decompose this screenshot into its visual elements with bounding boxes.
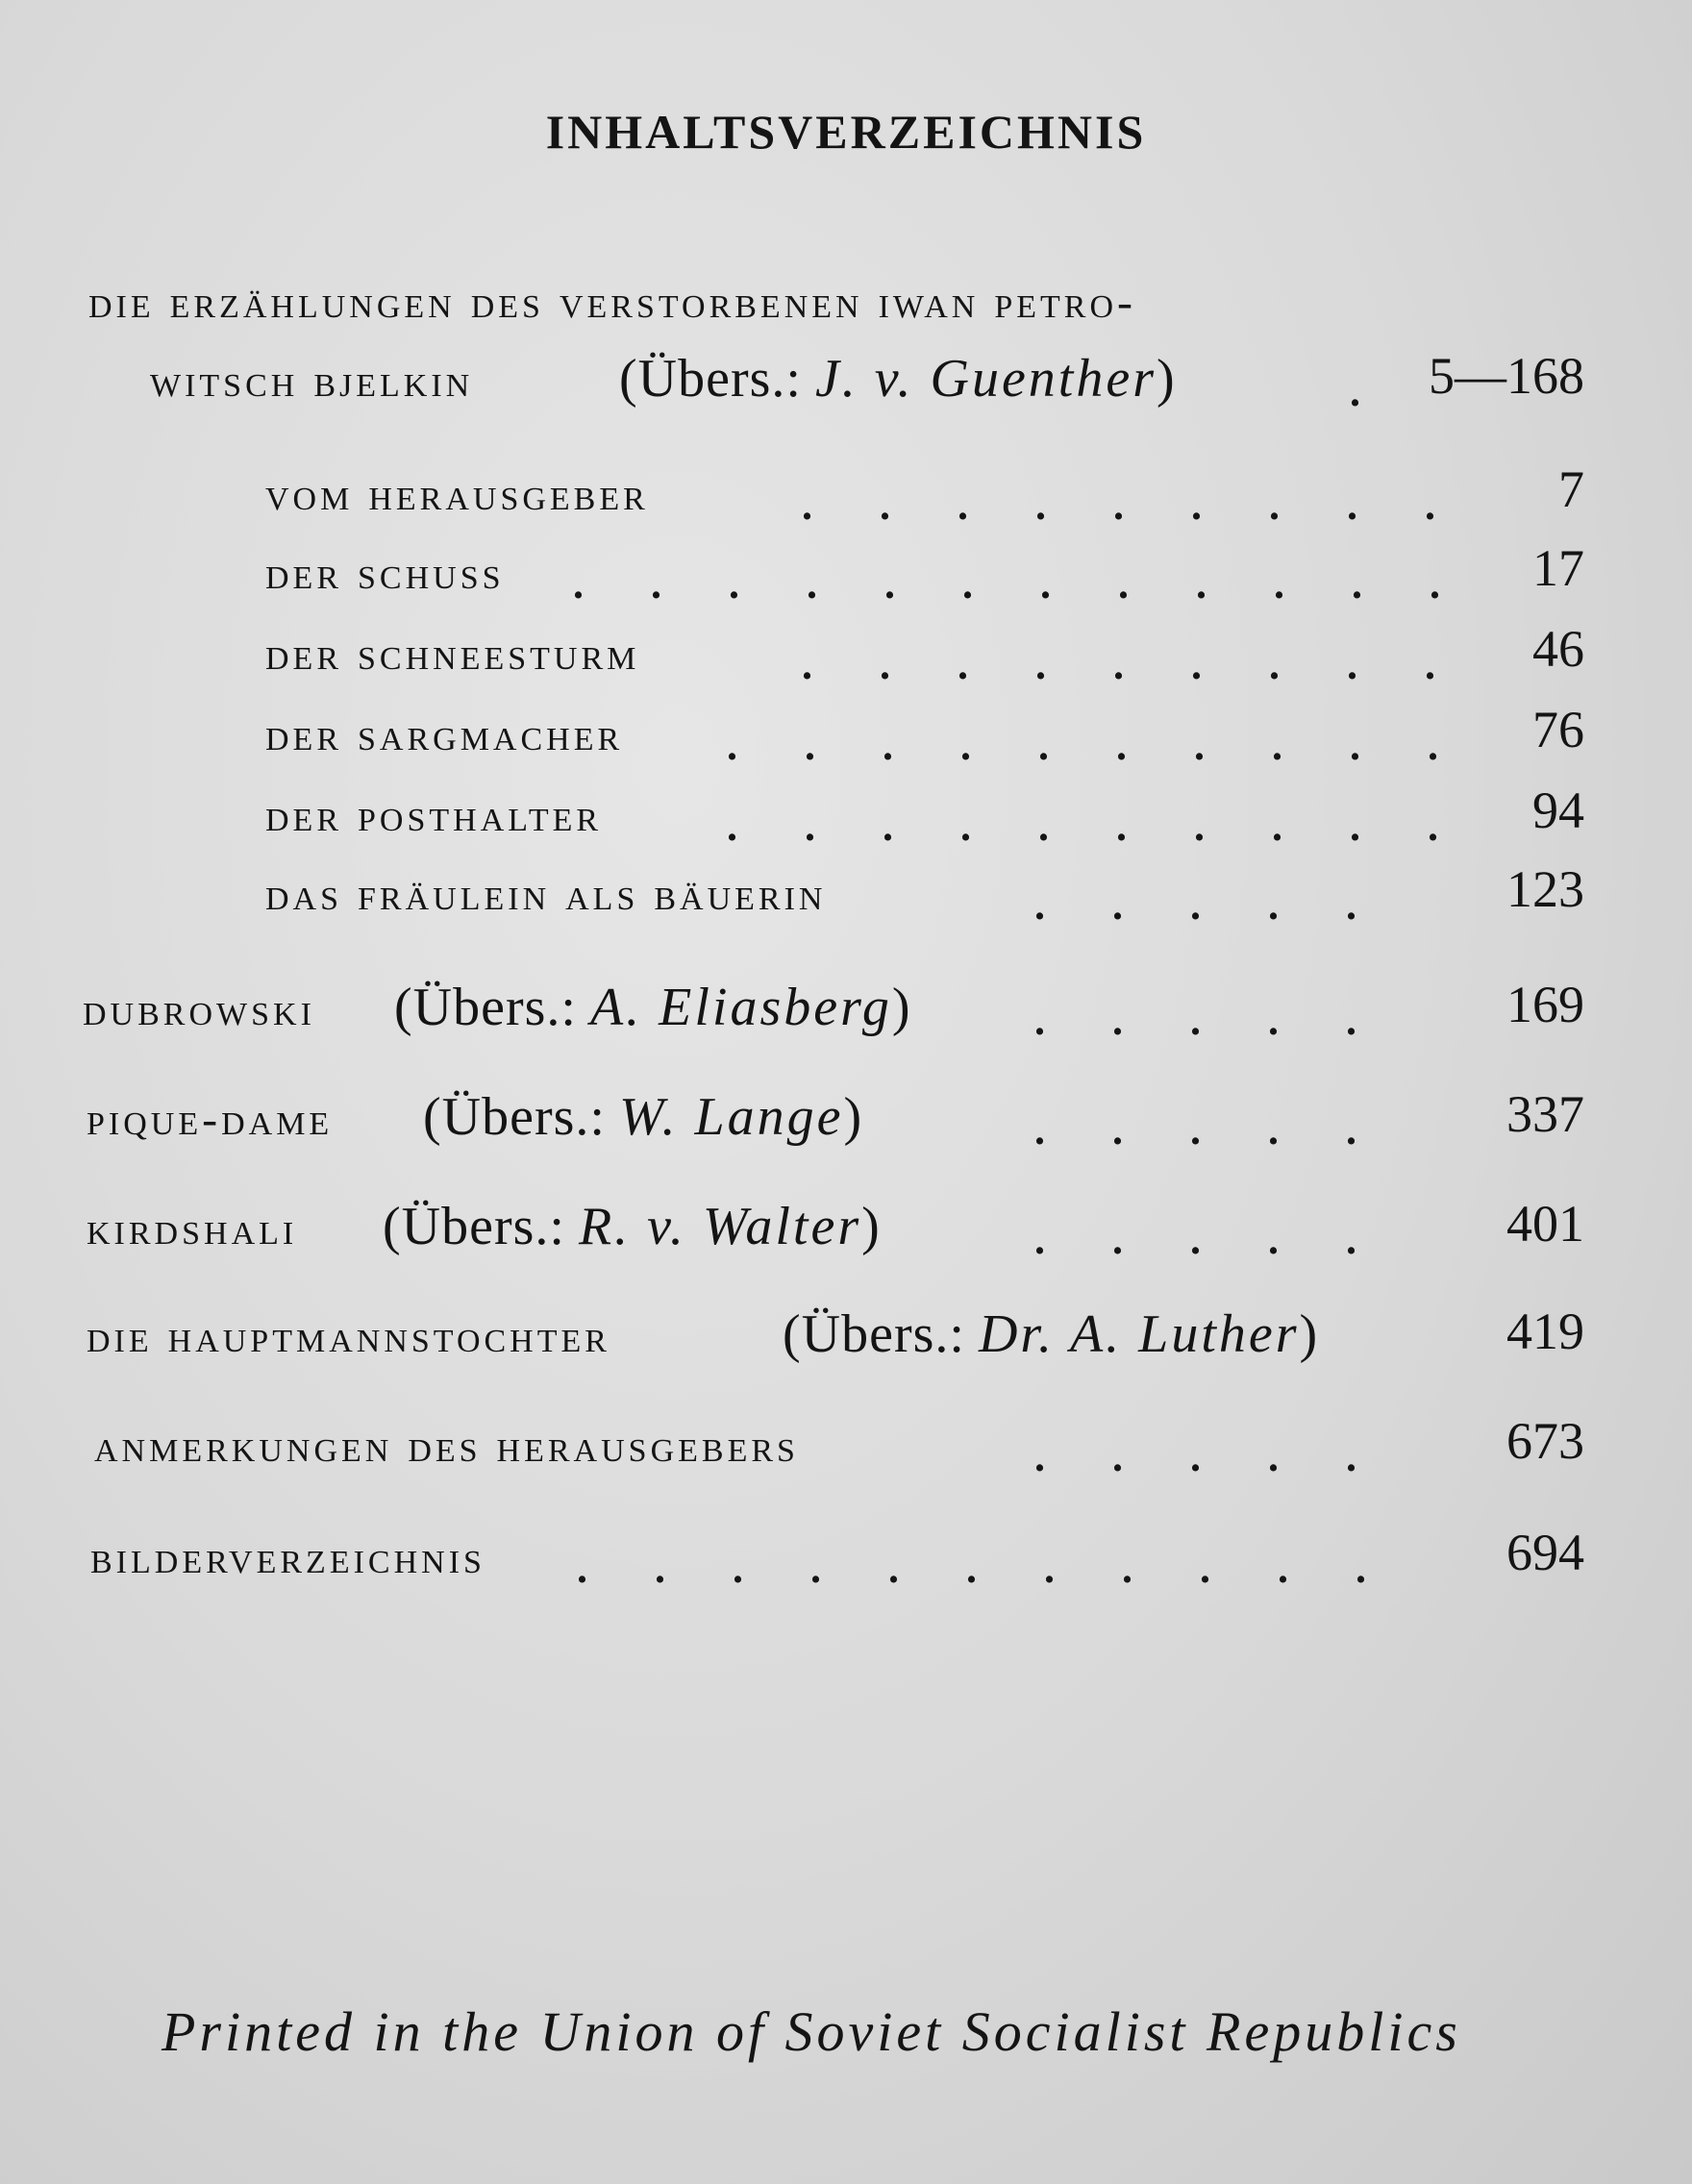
toc-leader-dots: . . . . . . . . . . . — [577, 1545, 1366, 1592]
toc-leader-dots: . . . . . . . . . — [802, 482, 1435, 529]
toc-page-number: 94 — [1532, 782, 1584, 839]
toc-page-number: 7 — [1558, 460, 1584, 518]
toc-entry-fraeulein — [0, 861, 1638, 929]
toc-entry-translator: (Übers.: Dr. A. Luther) — [783, 1304, 1319, 1364]
toc-entry-title: der posthalter — [265, 790, 603, 841]
toc-leader-dots: . . . . . — [1034, 1106, 1356, 1154]
toc-entry-der-schneesturm — [0, 621, 1638, 688]
toc-entry-title: der schuss — [265, 548, 505, 599]
toc-page-number: 337 — [1506, 1085, 1584, 1143]
toc-entry-title: der sargmacher — [265, 709, 624, 760]
toc-page-number: 419 — [1506, 1303, 1584, 1360]
toc-entry-bjelkin — [0, 348, 1638, 415]
toc-entry-translator: (Übers.: A. Eliasberg) — [394, 978, 911, 1037]
toc-leader-dots: . . . . . — [1034, 1216, 1356, 1263]
toc-page-number: 123 — [1506, 860, 1584, 918]
toc-entry-title: dubrowski — [83, 984, 315, 1035]
toc-entry-kirdshali — [0, 1196, 1638, 1263]
toc-entry-title-line1: die erzählungen des verstorbenen iwan petro- — [88, 277, 1136, 328]
toc-leader-dots: . . . . . . . . . . — [727, 722, 1438, 769]
printed-in-notice: Printed in the Union of Soviet Socialist Republics — [162, 2000, 1461, 2063]
toc-entry-anmerkungen — [0, 1413, 1638, 1480]
toc-entry-pique-dame — [0, 1086, 1638, 1154]
toc-entry-title: der schneesturm — [265, 629, 640, 680]
toc-entry-der-posthalter — [0, 782, 1638, 850]
toc-entry-translator: (Übers.: R. v. Walter) — [383, 1197, 881, 1256]
toc-entry-title: bilderverzeichnis — [90, 1532, 485, 1583]
toc-leader-dots: . . . . . . . . . . . . — [573, 560, 1440, 608]
toc-entry-title: das fräulein als bäuerin — [265, 869, 827, 920]
toc-page-number: 694 — [1506, 1524, 1584, 1581]
toc-entry-title: die hauptmannstochter — [87, 1311, 610, 1362]
toc-page-number: 17 — [1532, 539, 1584, 597]
toc-entry-bjelkin-heading — [0, 269, 1638, 336]
toc-entry-bilderverzeichnis — [0, 1525, 1638, 1592]
toc-leader-dots: . . . . . — [1034, 1433, 1356, 1480]
toc-page-number: 169 — [1506, 976, 1584, 1033]
toc-leader-dots: . . . . . . . . . . — [727, 803, 1438, 850]
toc-page-number: 76 — [1532, 701, 1584, 758]
toc-entry-translator: (Übers.: J. v. Guenther) — [619, 349, 1176, 409]
toc-entry-title-line2: witsch bjelkin — [150, 356, 474, 407]
toc-page-number: 5—168 — [1429, 347, 1584, 405]
page-title: INHALTSVERZEICHNIS — [545, 105, 1147, 159]
toc-entry-translator: (Übers.: W. Lange) — [423, 1087, 863, 1147]
toc-entry-hauptmannstochter — [0, 1303, 1638, 1371]
toc-leader-dots: . — [1350, 368, 1360, 415]
toc-leader-dots: . . . . . . . . . — [802, 641, 1435, 688]
toc-page-number: 46 — [1532, 620, 1584, 678]
toc-entry-title: pique-dame — [87, 1094, 334, 1145]
toc-page-number: 401 — [1506, 1195, 1584, 1253]
toc-entry-title: anmerkungen des herausgebers — [94, 1421, 799, 1472]
toc-page-number: 673 — [1506, 1412, 1584, 1470]
toc-entry-vom-herausgeber — [0, 461, 1638, 529]
toc-entry-title: vom herausgeber — [265, 469, 649, 520]
toc-leader-dots: . . . . . — [1034, 997, 1356, 1044]
toc-entry-der-sargmacher — [0, 702, 1638, 769]
toc-entry-dubrowski — [0, 977, 1638, 1044]
toc-entry-title: kirdshali — [87, 1204, 298, 1254]
toc-entry-der-schuss — [0, 540, 1638, 608]
toc-leader-dots: . . . . . — [1034, 881, 1356, 929]
